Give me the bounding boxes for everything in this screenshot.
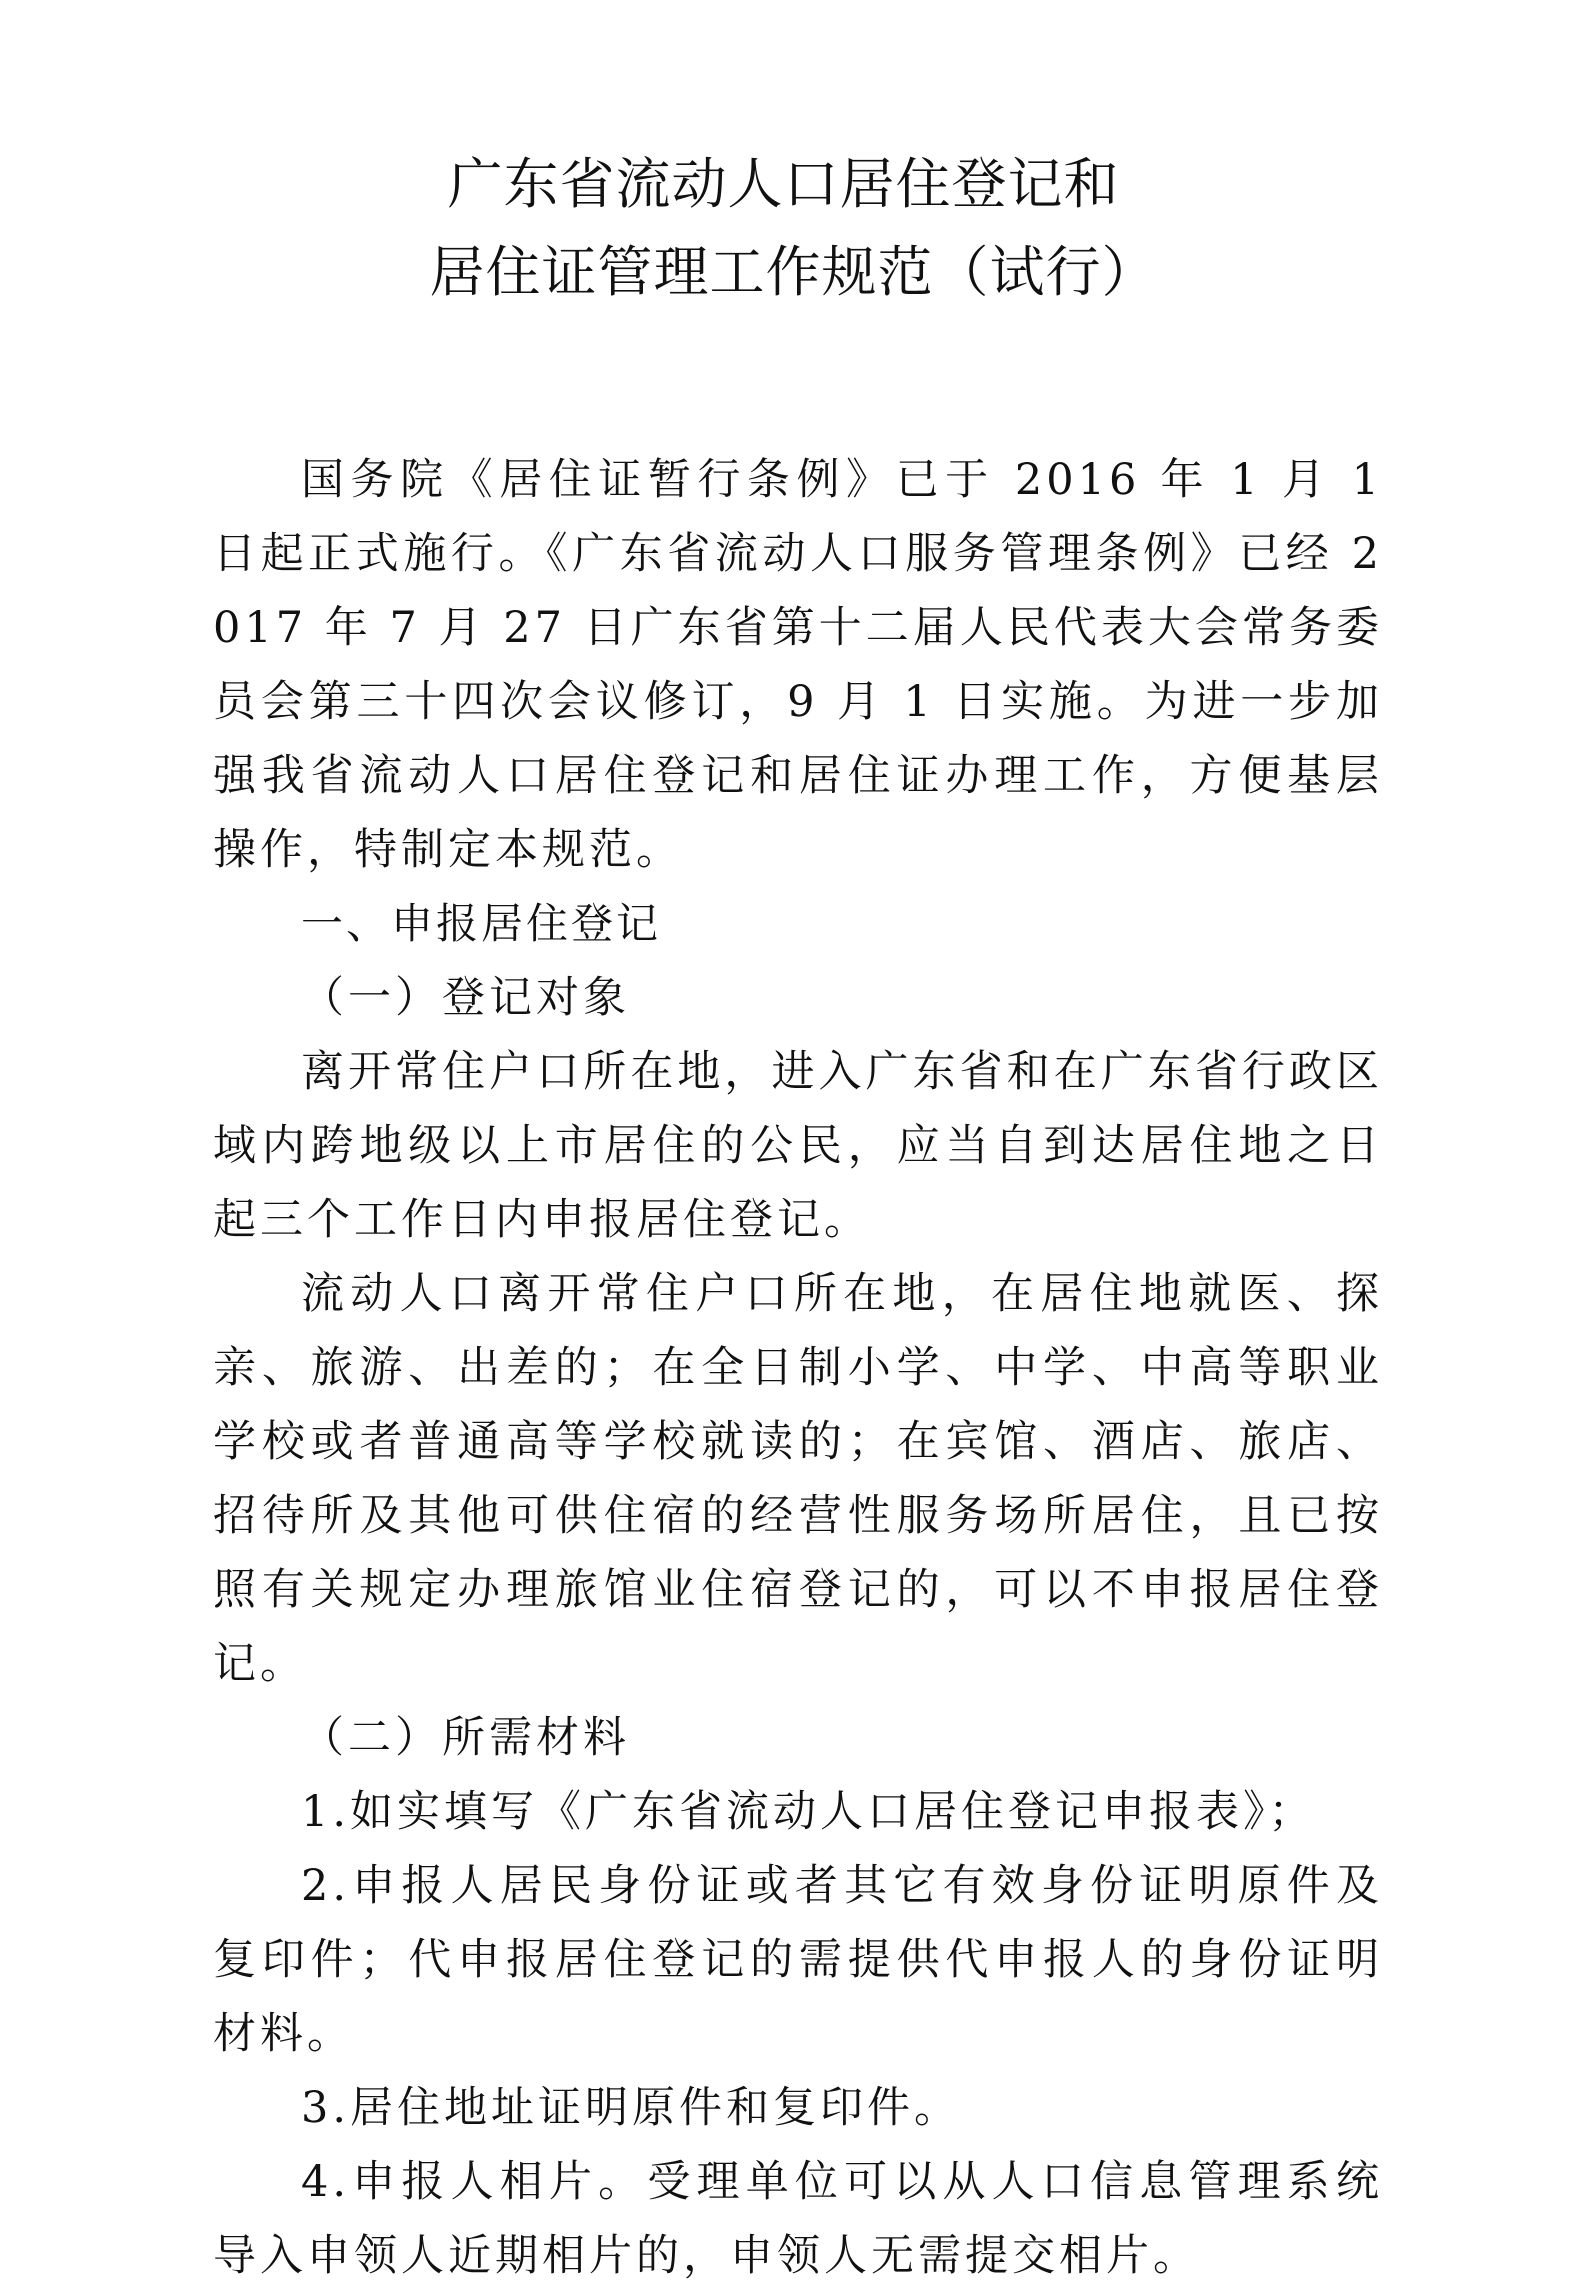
intro-paragraph: 国务院《居住证暂行条例》已于 2016 年 1 月 1 日起正式施行。《广东省流动人口服务管理条例》已经 2017 年 7 月 27 日广东省第十二届人民代表大会常务委员会第三十四次会议修订，9 月 1 日实施。为进一步加强我省流动人口居住登记和居住证办理工作，方便基层操作，特制定本规范。 [213,455,1383,875]
title-line-1: 广东省流动人口居住登记和 [447,152,1120,216]
document-title [0,140,1587,316]
registration-exemption-paragraph: 流动人口离开常住户口所在地，在居住地就医、探亲、旅游、出差的；在全日制小学、中学、中高等职业学校或者普通高等学校就读的；在宾馆、酒店、旅店、招待所及其他可供住宿的经营性服务场所居住，且已按照有关规定办理旅馆业住宿登记的，可以不申报居住登记。 [213,1269,1383,1689]
subsection-heading-2: （二）所需材料 [301,1713,630,1763]
required-material-item-3: 3.居住地址证明原件和复印件。 [301,2083,962,2133]
document-body [213,443,1383,2293]
section-heading-1: 一、申报居住登记 [301,899,662,948]
title-line-2: 居住证管理工作规范（试行） [429,240,1158,304]
registration-scope-paragraph: 离开常住户口所在地，进入广东省和在广东省行政区域内跨地级以上市居住的公民，应当自到达居住地之日起三个工作日内申报居住登记。 [213,1047,1383,1245]
required-material-item-4: 4.申报人相片。受理单位可以从人口信息管理系统导入申领人近期相片的，申领人无需提交相片。 [213,2157,1383,2281]
subsection-heading-1: （一）登记对象 [301,973,630,1023]
required-material-item-2: 2.申报人居民身份证或者其它有效身份证明原件及复印件；代申报居住登记的需提供代申报人的身份证明材料。 [213,1861,1383,2059]
required-material-item-1: 1.如实填写《广东省流动人口居住登记申报表》； [301,1787,1316,1837]
